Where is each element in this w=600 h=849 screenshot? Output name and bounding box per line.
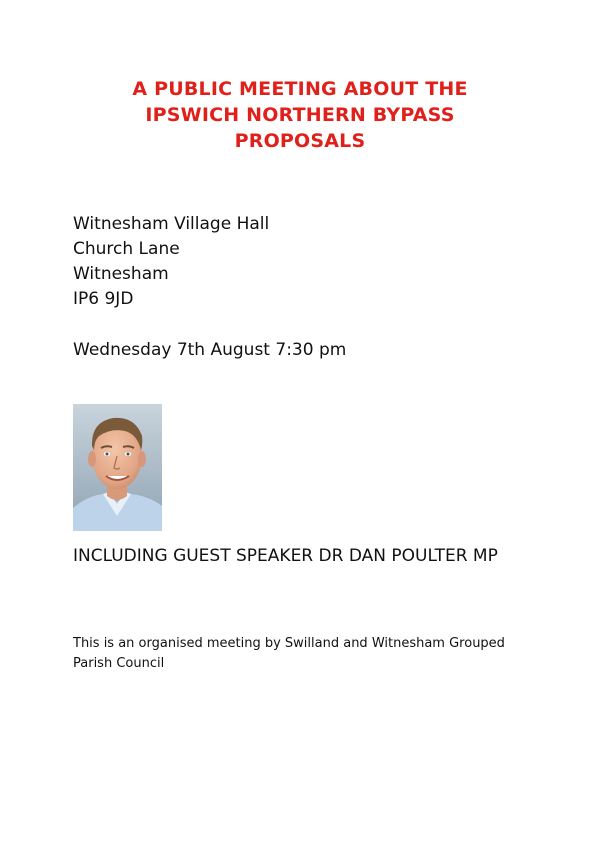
speaker-portrait-image (73, 404, 162, 531)
venue-postcode: IP6 9JD (73, 289, 134, 309)
venue-town: Witnesham (73, 264, 169, 284)
organiser-note: This is an organised meeting by Swilland and Witnesham Grouped Parish Council (73, 636, 505, 671)
title-line-2: IPSWICH NORTHERN BYPASS (145, 104, 455, 126)
title-line-1: A PUBLIC MEETING ABOUT THE (132, 78, 468, 100)
speaker-photo (73, 404, 162, 531)
guest-speaker: INCLUDING GUEST SPEAKER DR DAN POULTER MP (73, 546, 498, 566)
venue-name: Witnesham Village Hall (73, 214, 270, 234)
meeting-datetime: Wednesday 7th August 7:30 pm (73, 340, 347, 360)
meeting-title (40, 76, 560, 154)
title-line-3: PROPOSALS (234, 130, 366, 152)
venue-street: Church Lane (73, 239, 180, 259)
venue-address (73, 212, 269, 312)
